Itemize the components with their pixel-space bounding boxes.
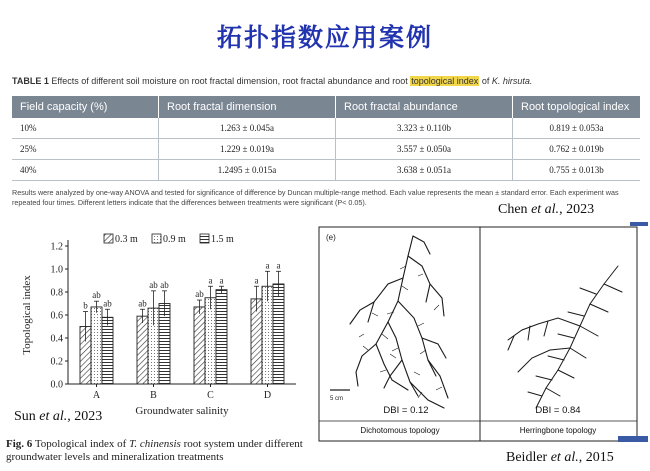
table-cell: 0.819 ± 0.053a — [513, 118, 641, 139]
significance-letter: a — [265, 260, 270, 271]
dbi-right-name: Herringbone topology — [519, 426, 597, 435]
citation-etal: et al. — [531, 202, 560, 217]
table-cell: 3.323 ± 0.110b — [336, 118, 513, 139]
table-cell: 3.638 ± 0.051a — [336, 160, 513, 181]
legend-label: 0.9 m — [163, 234, 186, 245]
citation-author: Beidler — [506, 450, 548, 465]
legend-swatch — [104, 234, 113, 243]
table1-note: Results were analyzed by one-way ANOVA and tested for significance of difference by Duncan multiple-range method. Each value represents the mean ± standard error. Each experiment was repeated four times. Different letters indicate that the differences between treatments were significant (P< 0.05). — [12, 188, 619, 207]
significance-letter: ab — [103, 298, 112, 309]
fig6-panel — [6, 226, 302, 438]
significance-letter: ab — [138, 298, 147, 309]
bar — [273, 284, 284, 384]
bar — [91, 307, 102, 384]
y-tick-label: 0.4 — [50, 333, 63, 345]
table-cell: 1.2495 ± 0.015a — [159, 160, 336, 181]
table1-label: TABLE 1 — [12, 76, 49, 86]
panel-label: (e) — [326, 233, 336, 242]
x-tick-label: D — [263, 390, 272, 401]
legend-swatch — [152, 234, 161, 243]
x-axis-label: Groundwater salinity — [135, 405, 229, 417]
table-cell: 1.229 ± 0.019a — [159, 139, 336, 160]
table1-header: Field capacity (%) — [12, 96, 159, 118]
citation-beidler — [506, 450, 614, 466]
y-tick-label: 1.2 — [50, 241, 63, 253]
bar — [137, 316, 148, 384]
significance-letter: ab — [92, 290, 101, 301]
table-cell: 0.762 ± 0.019b — [513, 139, 641, 160]
dbi-left-value: DBI = 0.12 — [383, 405, 429, 416]
y-axis-label: Topological index — [21, 275, 33, 355]
table-cell: 0.755 ± 0.013b — [513, 160, 641, 181]
table-cell: 10% — [12, 118, 159, 139]
x-tick-label: B — [150, 390, 157, 401]
y-tick-label: 1.0 — [50, 264, 63, 276]
scale-label: 5 cm — [330, 396, 344, 402]
significance-letter: a — [208, 275, 213, 286]
dbi-right-value: DBI = 0.84 — [535, 405, 581, 416]
legend-swatch — [200, 234, 209, 243]
fig6-text-pre: Topological index of — [34, 438, 127, 450]
citation-etal: et al. — [39, 409, 68, 424]
citation-year: , 2023 — [67, 409, 103, 424]
significance-letter: ab — [195, 289, 204, 300]
y-tick-label: 0.0 — [50, 379, 63, 391]
citation-author: Chen — [498, 202, 528, 217]
slide-title: 拓扑指数应用案例 — [216, 23, 433, 52]
significance-letter: ab — [149, 279, 158, 290]
table-row — [12, 160, 640, 181]
table-cell: 25% — [12, 139, 159, 160]
table1-header-row — [12, 96, 640, 118]
fig6-caption — [6, 438, 306, 464]
accent-bar — [618, 436, 648, 442]
table-cell: 3.557 ± 0.050a — [336, 139, 513, 160]
significance-letter: a — [276, 260, 281, 271]
x-tick-label: C — [207, 390, 214, 401]
table-row — [12, 139, 640, 160]
dbi-figure — [318, 226, 638, 446]
fig6-text-post: root system under different groundwater levels and mineralization treatments — [6, 438, 303, 463]
significance-letter: a — [254, 275, 259, 286]
table1-header: Root fractal dimension — [159, 96, 336, 118]
table1-caption — [12, 76, 640, 86]
table1-caption-highlight: topological index — [411, 76, 479, 86]
citation-etal: et al. — [550, 450, 579, 465]
x-tick-label: A — [92, 390, 101, 401]
table-cell: 1.263 ± 0.045a — [159, 118, 336, 139]
significance-letter: ab — [160, 279, 169, 290]
bar — [194, 307, 205, 384]
table1-caption-post: of — [481, 76, 490, 86]
table1-caption-pre: Effects of different soil moisture on root fractal dimension, root fractal abundance and root — [51, 76, 408, 86]
legend-label: 0.3 m — [115, 234, 138, 245]
table1-header: Root topological index — [513, 96, 641, 118]
bar — [216, 290, 227, 384]
table1 — [12, 96, 640, 181]
fig6-species: T. chinensis — [129, 438, 181, 450]
dbi-left-name: Dichotomous topology — [360, 426, 440, 435]
y-tick-label: 0.2 — [50, 356, 63, 368]
y-tick-label: 0.6 — [50, 310, 63, 322]
bar — [205, 298, 216, 384]
table-row — [12, 118, 640, 139]
root-topology-figure — [318, 226, 638, 446]
citation-author: Sun — [14, 409, 36, 424]
citation-year: , 2023 — [559, 202, 595, 217]
y-tick-label: 0.8 — [50, 287, 63, 299]
citation-sun — [14, 409, 102, 425]
bar — [102, 317, 113, 384]
significance-letter: a — [219, 275, 224, 286]
topological-index-chart — [6, 226, 302, 438]
table-cell: 40% — [12, 160, 159, 181]
legend-label: 1.5 m — [211, 234, 234, 245]
bar — [251, 299, 262, 384]
table1-header: Root fractal abundance — [336, 96, 513, 118]
table1-caption-species: K. hirsuta. — [491, 76, 533, 86]
citation-chen — [498, 202, 594, 218]
citation-year: , 2015 — [578, 450, 614, 465]
significance-letter: b — [83, 300, 88, 311]
fig6-label: Fig. 6 — [6, 438, 33, 450]
